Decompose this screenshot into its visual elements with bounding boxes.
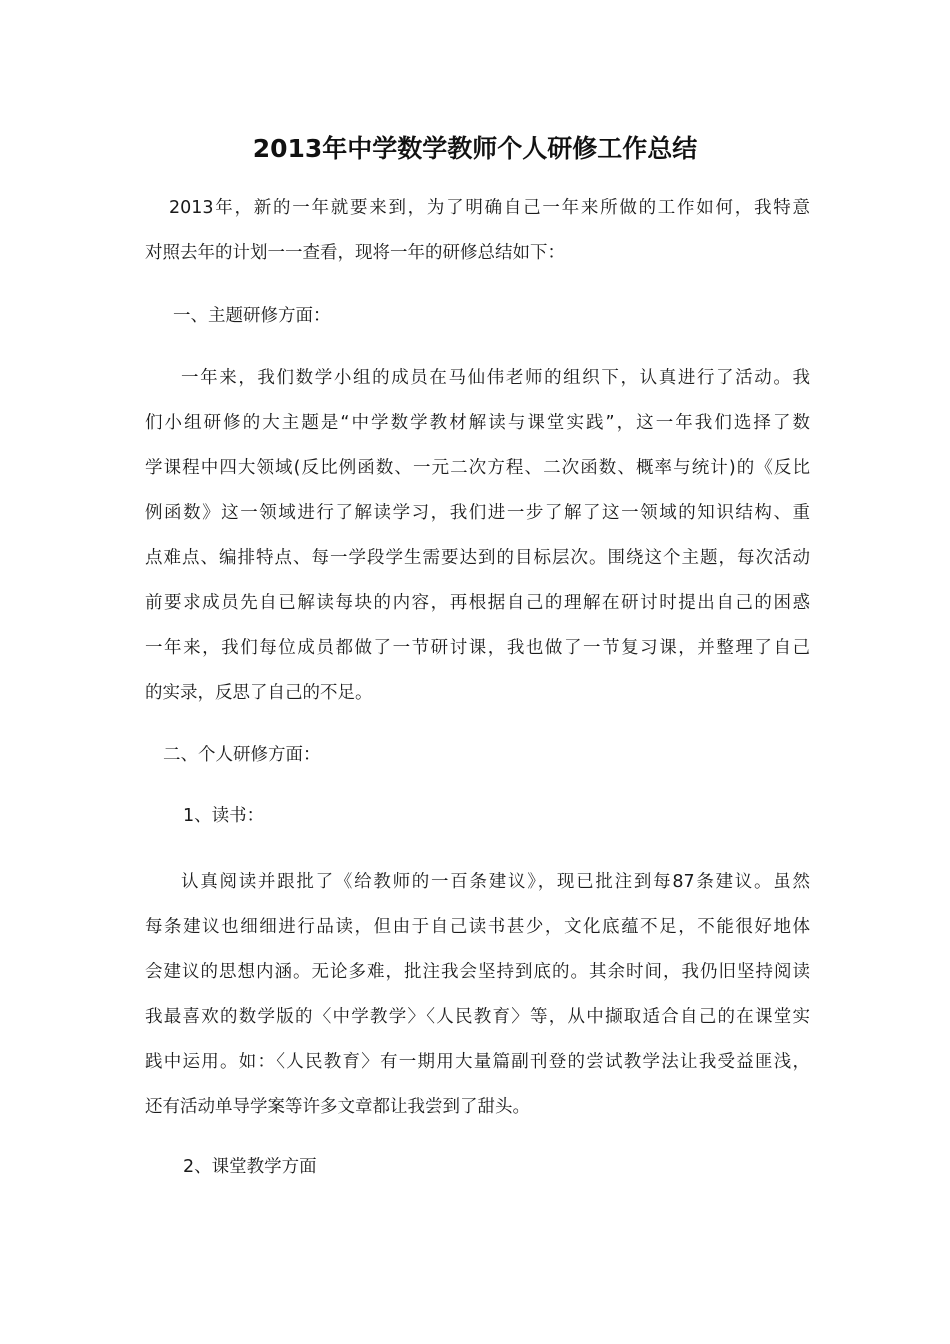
- paragraph-line: 点难点、编排特点、每一学段学生需要达到的目标层次。围绕这个主题，每次活动: [145, 548, 810, 568]
- section1-heading: 一、主题研修方面：: [173, 306, 331, 326]
- paragraph-line: 会建议的思想内涵。无论多难，批注我会坚持到底的。其余时间，我仍旧坚持阅读: [145, 962, 810, 982]
- paragraph-line: 我最喜欢的数学版的〈中学教学〉〈人民教育〉等，从中撷取适合自己的在课堂实: [145, 1007, 810, 1027]
- paragraph-line: 前要求成员先自已解读每块的内容，再根据自己的理解在研讨时提出自己的困惑: [145, 593, 810, 613]
- reading-paragraph: [145, 860, 810, 1130]
- paragraph-line: 一年来，我们数学小组的成员在马仙伟老师的组织下，认真进行了活动。我: [181, 368, 810, 388]
- paragraph-line: 学课程中四大领域(反比例函数、一元二次方程、二次函数、概率与统计)的《反比: [145, 458, 810, 478]
- paragraph-line: 每条建议也细细进行品读，但由于自己读书甚少，文化底蕴不足，不能很好地体: [145, 917, 810, 937]
- section2-heading: 二、个人研修方面：: [163, 745, 321, 765]
- paragraph-line: 的实录，反思了自己的不足。: [145, 683, 373, 703]
- intro-paragraph: [145, 186, 810, 276]
- paragraph-line: 认真阅读并跟批了《给教师的一百条建议》，现已批注到每87条建议。虽然: [181, 872, 810, 892]
- subsection-teaching-heading: 2、课堂教学方面: [183, 1157, 317, 1177]
- paragraph-line: 们小组研修的大主题是“中学数学教材解读与课堂实践”，这一年我们选择了数: [145, 413, 810, 433]
- paragraph-line: 2013年，新的一年就要来到，为了明确自己一年来所做的工作如何，我特意: [169, 198, 810, 218]
- paragraph-line: 对照去年的计划一一查看，现将一年的研修总结如下：: [145, 243, 565, 263]
- section1-paragraph: [145, 356, 810, 716]
- paragraph-line: 例函数》这一领域进行了解读学习，我们进一步了解了这一领域的知识结构、重: [145, 503, 810, 523]
- paragraph-line: 一年来，我们每位成员都做了一节研讨课，我也做了一节复习课，并整理了自己: [145, 638, 810, 658]
- document-title: 2013年中学数学教师个人研修工作总结: [252, 134, 698, 163]
- paragraph-line: 还有活动单导学案等许多文章都让我尝到了甜头。: [145, 1097, 530, 1117]
- paragraph-line: 践中运用。如：〈人民教育〉有一期用大量篇副刊登的尝试教学法让我受益匪浅，: [145, 1052, 810, 1072]
- subsection-reading-heading: 1、读书：: [183, 806, 265, 826]
